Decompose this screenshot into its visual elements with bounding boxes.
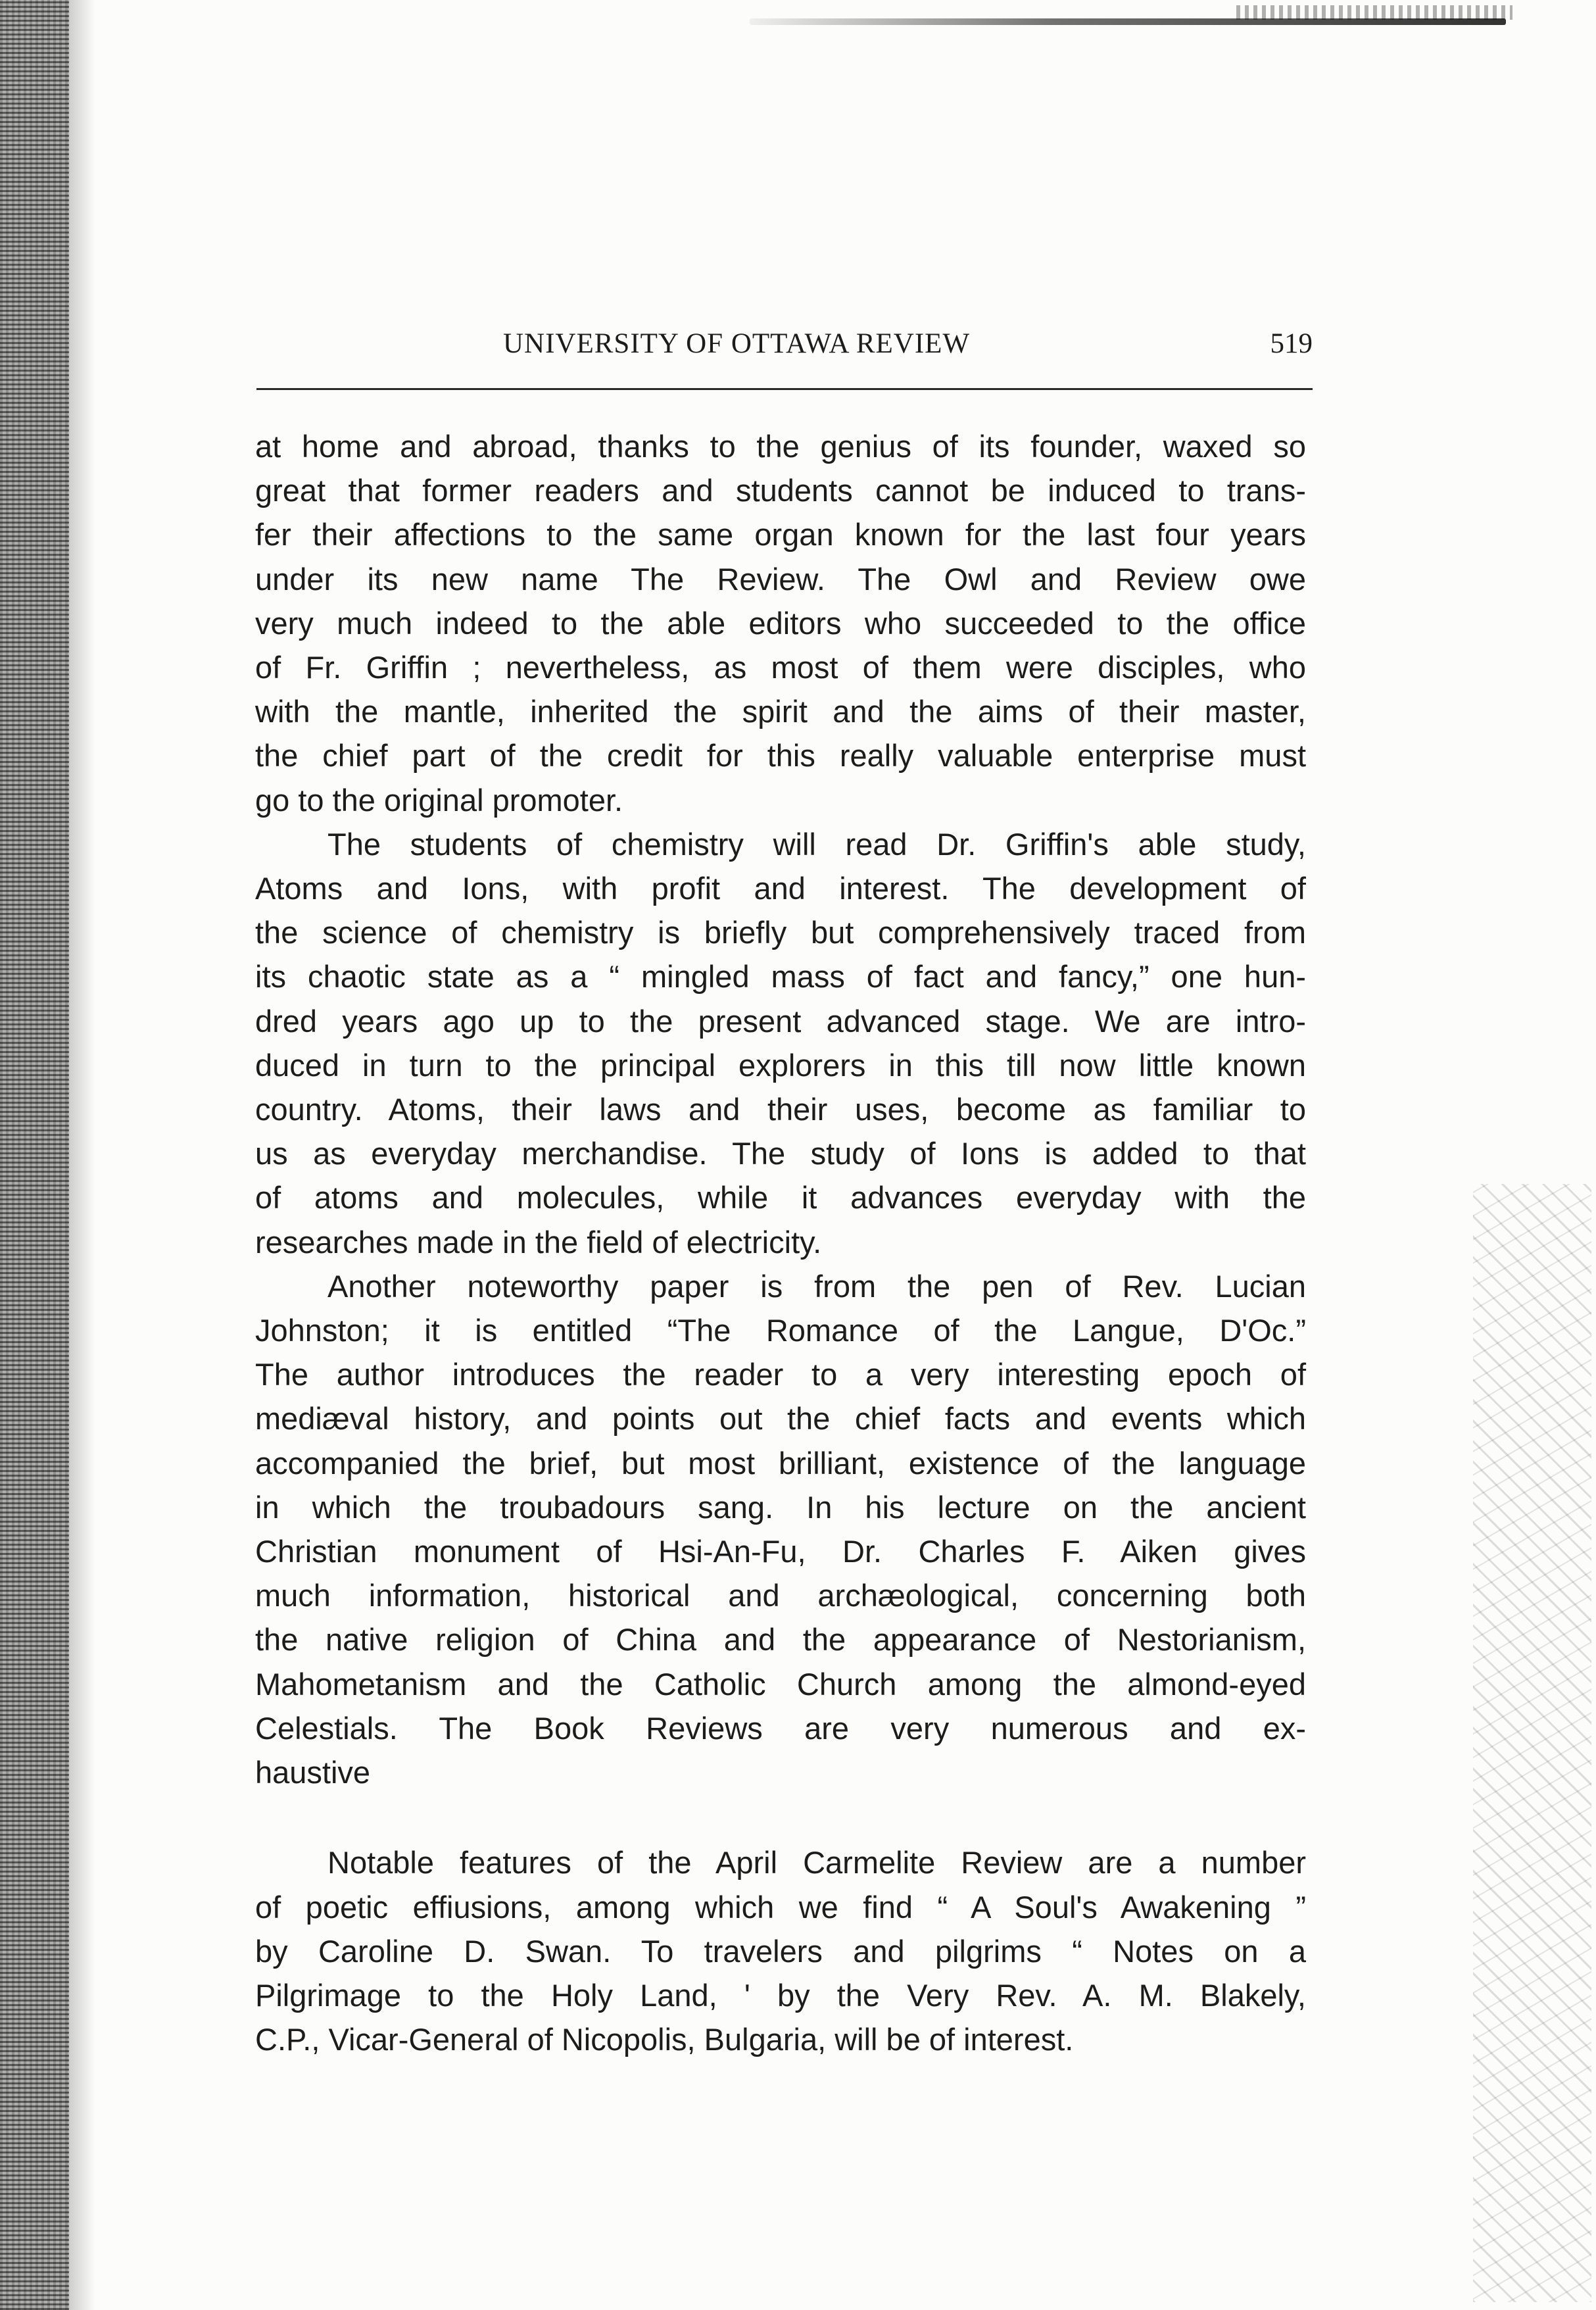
text-line: The author introduces the reader to a very interesting epoch of xyxy=(255,1357,1306,1392)
running-title: UNIVERSITY OF OTTAWA REVIEW xyxy=(503,328,971,359)
paragraph-atoms-and-ions xyxy=(255,822,1306,1264)
scan-binding-edge xyxy=(0,0,69,2310)
text-line: under its new name The Review. The Owl and Review owe xyxy=(255,561,1306,597)
text-line: with the mantle, inherited the spirit and the aims of their master, xyxy=(255,694,1306,729)
header-rule xyxy=(256,388,1313,390)
scan-binding-shadow xyxy=(69,0,95,2310)
text-line: accompanied the brief, but most brilliant, existence of the language xyxy=(255,1445,1306,1481)
text-line: very much indeed to the able editors who succeeded to the office xyxy=(255,605,1306,641)
text-line: fer their affections to the same organ known for the last four years xyxy=(255,517,1306,553)
paragraph-langue-doc xyxy=(255,1264,1306,1794)
text-line: haustive xyxy=(255,1755,371,1790)
text-line: us as everyday merchandise. The study of Ions is added to that xyxy=(255,1136,1306,1171)
text-line: duced in turn to the principal explorers in this till now little known xyxy=(255,1047,1306,1083)
text-line: Atoms and Ions, with profit and interest. The development of xyxy=(255,871,1306,906)
text-line: country. Atoms, their laws and their uses, become as familiar to xyxy=(255,1092,1306,1127)
text-line: mediæval history, and points out the chief facts and events which xyxy=(255,1401,1306,1437)
text-line: Mahometanism and the Catholic Church among the almond-eyed xyxy=(255,1666,1306,1702)
text-line: Celestials. The Book Reviews are very numerous and ex- xyxy=(255,1710,1306,1746)
text-line: in which the troubadours sang. In his lecture on the ancient xyxy=(255,1489,1306,1525)
text-line: researches made in the field of electricity. xyxy=(255,1224,822,1260)
text-line: Christian monument of Hsi-An-Fu, Dr. Charles F. Aiken gives xyxy=(255,1534,1306,1569)
text-line: the native religion of China and the appearance of Nestorianism, xyxy=(255,1622,1306,1658)
text-line: of poetic effiusions, among which we find “ A Soul's Awakening ” xyxy=(255,1889,1306,1925)
text-line: at home and abroad, thanks to the genius of its founder, waxed so xyxy=(255,429,1306,464)
text-line: Notable features of the April Carmelite Review are a number xyxy=(327,1845,1306,1880)
scan-top-speckle xyxy=(1236,5,1512,20)
text-line: Another noteworthy paper is from the pen of Rev. Lucian xyxy=(327,1268,1306,1304)
text-line: great that former readers and students cannot be induced to trans- xyxy=(255,473,1306,508)
text-line: of Fr. Griffin ; nevertheless, as most of them were disciples, who xyxy=(255,650,1306,685)
paragraph-carmelite-review xyxy=(255,1840,1306,2061)
article-body xyxy=(255,424,1306,2061)
text-line: by Caroline D. Swan. To travelers and pilgrims “ Notes on a xyxy=(255,1933,1306,1969)
text-line: the chief part of the credit for this really valuable enterprise must xyxy=(255,738,1306,774)
page-header xyxy=(256,328,1313,374)
text-line: go to the original promoter. xyxy=(255,782,623,818)
text-line: its chaotic state as a “ mingled mass of fact and fancy,” one hun- xyxy=(255,959,1306,995)
text-line: Pilgrimage to the Holy Land, ' by the Very Rev. A. M. Blakely, xyxy=(255,1977,1306,2013)
text-line: The students of chemistry will read Dr. Griffin's able study, xyxy=(327,826,1306,862)
page-number: 519 xyxy=(1270,328,1313,359)
text-line: the science of chemistry is briefly but comprehensively traced from xyxy=(255,915,1306,950)
text-line: dred years ago up to the present advanced stage. We are intro- xyxy=(255,1003,1306,1039)
text-line: much information, historical and archæological, concerning both xyxy=(255,1578,1306,1613)
text-line: Johnston; it is entitled “The Romance of the Langue, D'Oc.” xyxy=(255,1313,1306,1348)
text-line: C.P., Vicar-General of Nicopolis, Bulgaria, will be of interest. xyxy=(255,2022,1074,2057)
scan-right-noise xyxy=(1473,1184,1591,2302)
text-line: of atoms and molecules, while it advances everyday with the xyxy=(255,1180,1306,1216)
paragraph-gap xyxy=(255,1794,1306,1840)
paragraph-founder xyxy=(255,424,1306,822)
